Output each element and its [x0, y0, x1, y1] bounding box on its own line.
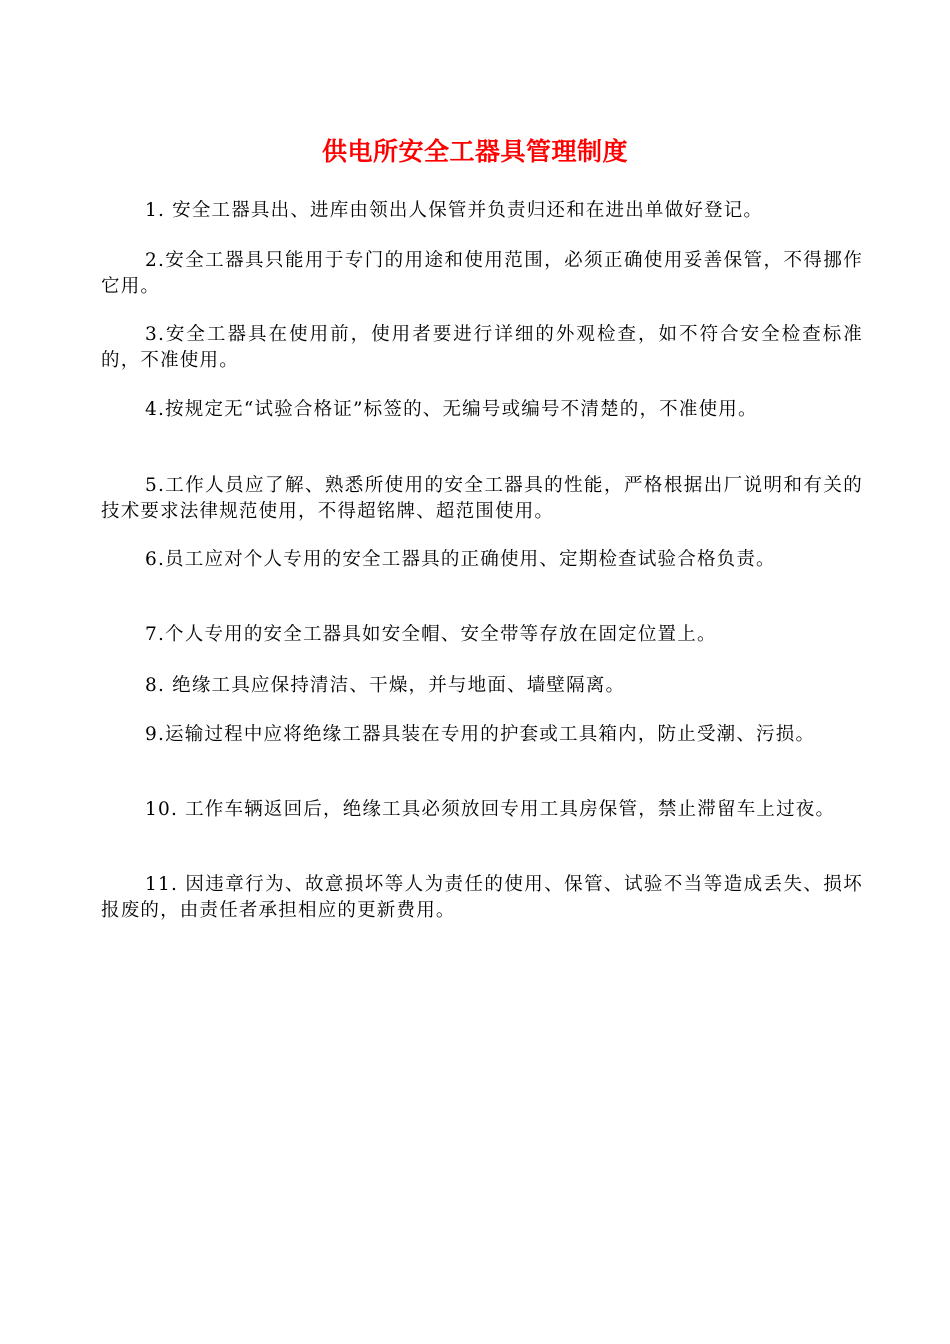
rule-item-8: 8. 绝缘工具应保持清洁、干燥，并与地面、墙壁隔离。	[145, 675, 626, 696]
rule-item-7: 7.个人专用的安全工器具如安全帽、安全带等存放在固定位置上。	[145, 624, 717, 645]
page-title: 供电所安全工器具管理制度	[321, 137, 628, 166]
rule-item-4: 4.按规定无“试验合格证”标签的、无编号或编号不清楚的，不准使用。	[145, 399, 758, 420]
rule-item-2: 2.安全工器具只能用于专门的用途和使用范围，必须正确使用妥善保管，不得挪作它用。	[101, 250, 863, 297]
rule-item-10: 10. 工作车辆返回后，绝缘工具必须放回专用工具房保管，禁止滞留车上过夜。	[145, 799, 836, 820]
rule-item-3: 3.安全工器具在使用前，使用者要进行详细的外观检查，如不符合安全检查标准的，不准使用。	[101, 324, 863, 371]
rule-item-9: 9.运输过程中应将绝缘工器具装在专用的护套或工具箱内，防止受潮、污损。	[145, 724, 816, 745]
rule-item-5: 5.工作人员应了解、熟悉所使用的安全工器具的性能，严格根据出厂说明和有关的技术要求法律规范使用，不得超铭牌、超范围使用。	[101, 475, 863, 522]
rule-item-1: 1. 安全工器具出、进库由领出人保管并负责归还和在进出单做好登记。	[145, 200, 764, 221]
rule-item-6: 6.员工应对个人专用的安全工器具的正确使用、定期检查试验合格负责。	[145, 549, 776, 570]
rule-item-11: 11. 因违章行为、故意损坏等人为责任的使用、保管、试验不当等造成丢失、损坏报废的，由责任者承担相应的更新费用。	[101, 874, 863, 921]
